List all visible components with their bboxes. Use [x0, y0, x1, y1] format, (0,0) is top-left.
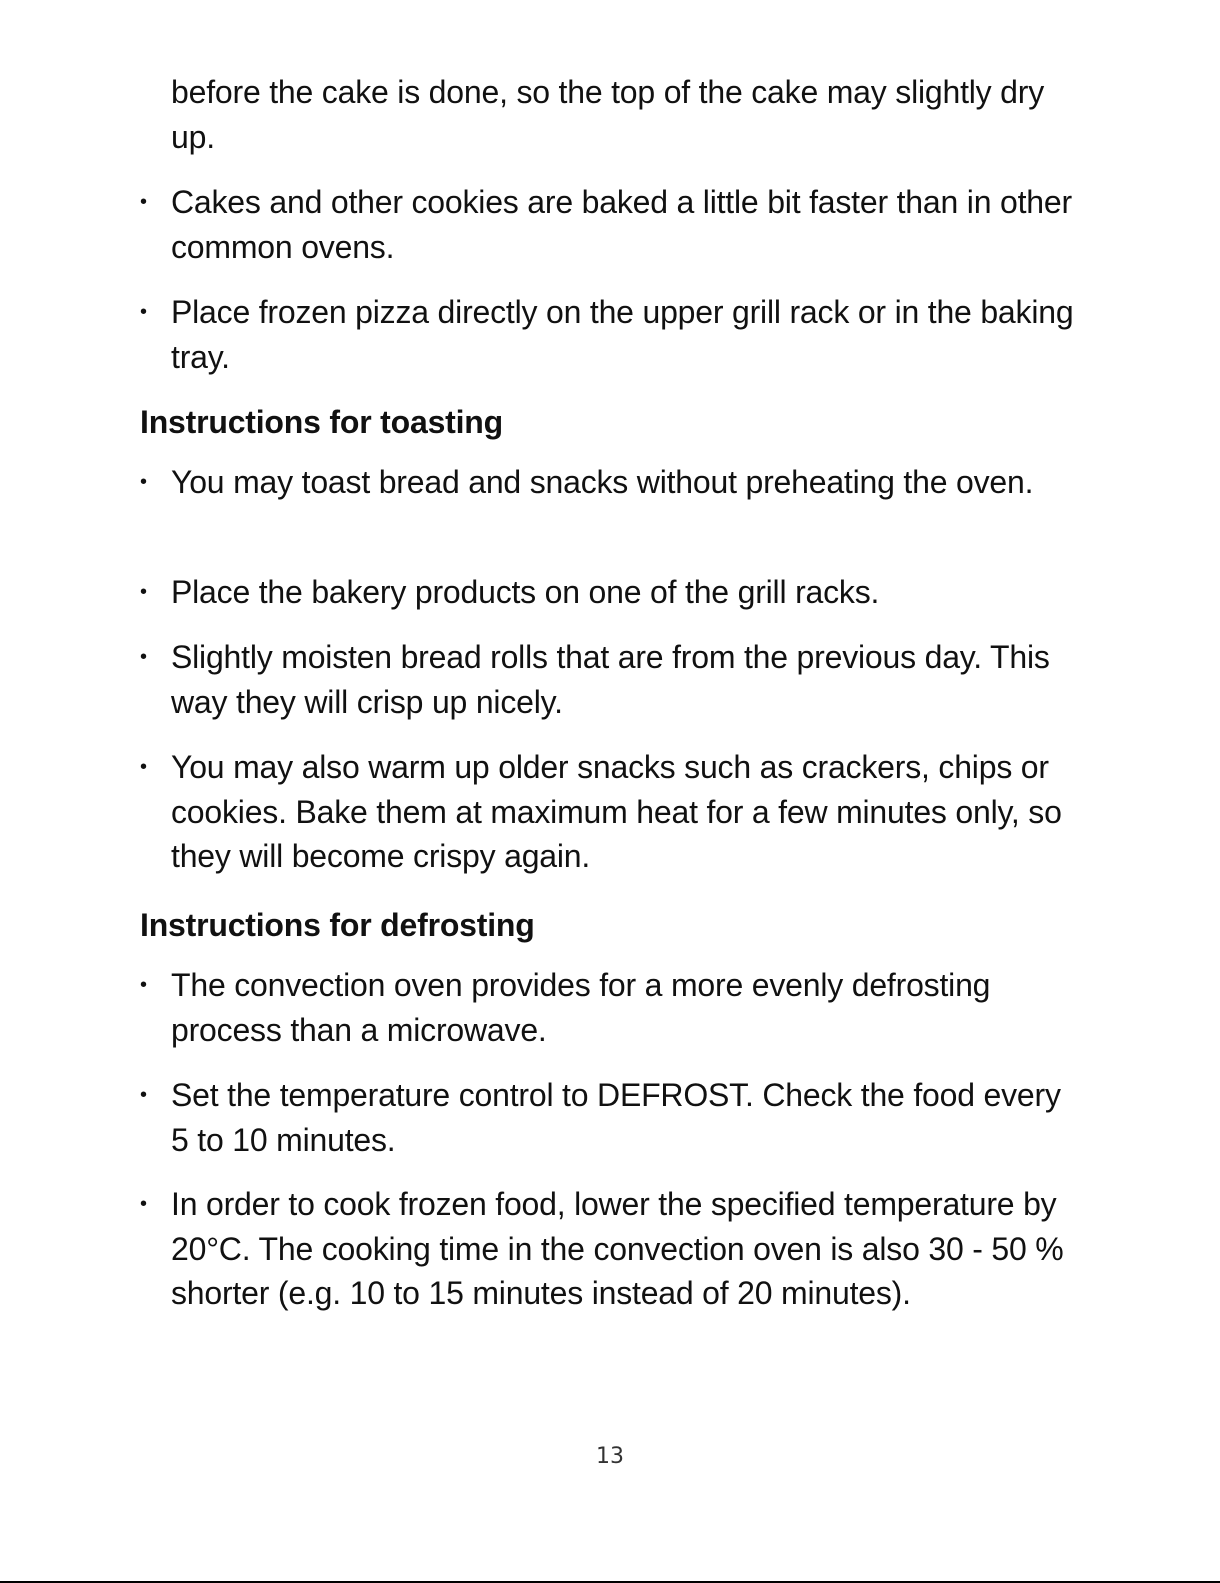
- toasting-list-item: [140, 635, 1080, 724]
- page-number: 13: [596, 1444, 624, 1469]
- defrosting-list-item: [140, 963, 1080, 1052]
- bullet-icon: •: [140, 301, 147, 323]
- section-heading-toasting: Instructions for toasting: [140, 404, 504, 440]
- toasting-list-item: [140, 460, 1080, 505]
- continuation-text: [140, 70, 1080, 159]
- bullet-icon: •: [140, 974, 147, 996]
- defrosting-list-item: [140, 1073, 1080, 1162]
- list-item-text: Set the temperature control to DEFROST. Check the food every 5 to 10 minutes.: [171, 1077, 1061, 1158]
- baking-list-item: [140, 180, 1080, 269]
- toasting-list-item: [140, 745, 1080, 879]
- list-item-text: You may toast bread and snacks without preheating the oven.: [171, 464, 1034, 500]
- list-item-text: Slightly moisten bread rolls that are from the previous day. This way they will crisp up nicely.: [171, 639, 1050, 720]
- list-item-text: The convection oven provides for a more evenly defrosting process than a microwave.: [171, 967, 991, 1048]
- list-item-text: Place frozen pizza directly on the upper grill rack or in the baking tray.: [171, 294, 1074, 375]
- bullet-icon: •: [140, 1193, 147, 1215]
- continuation-text-content: before the cake is done, so the top of the cake may slightly dry up.: [171, 74, 1045, 155]
- list-item-text: Cakes and other cookies are baked a little bit faster than in other common ovens.: [171, 184, 1072, 265]
- bullet-icon: •: [140, 756, 147, 778]
- bullet-icon: •: [140, 191, 147, 213]
- list-item-text: Place the bakery products on one of the grill racks.: [171, 574, 880, 610]
- bullet-icon: •: [140, 646, 147, 668]
- section-heading-defrosting: Instructions for defrosting: [140, 907, 535, 943]
- continuation-paragraph: [140, 70, 1080, 159]
- baking-list-item: [140, 290, 1080, 379]
- toasting-list-item: [140, 570, 1080, 615]
- bullet-icon: •: [140, 581, 147, 603]
- bullet-icon: •: [140, 471, 147, 493]
- list-item-text: You may also warm up older snacks such as crackers, chips or cookies. Bake them at maximum heat for a few minutes only, so they will become crispy again.: [171, 749, 1062, 874]
- defrosting-list-item: [140, 1182, 1080, 1316]
- bullet-icon: •: [140, 1084, 147, 1106]
- list-item-text: In order to cook frozen food, lower the specified temperature by 20°C. The cooking time in the convection oven is also 30 - 50 % shorter (e.g. 10 to 15 minutes instead of 20 minutes).: [171, 1186, 1064, 1311]
